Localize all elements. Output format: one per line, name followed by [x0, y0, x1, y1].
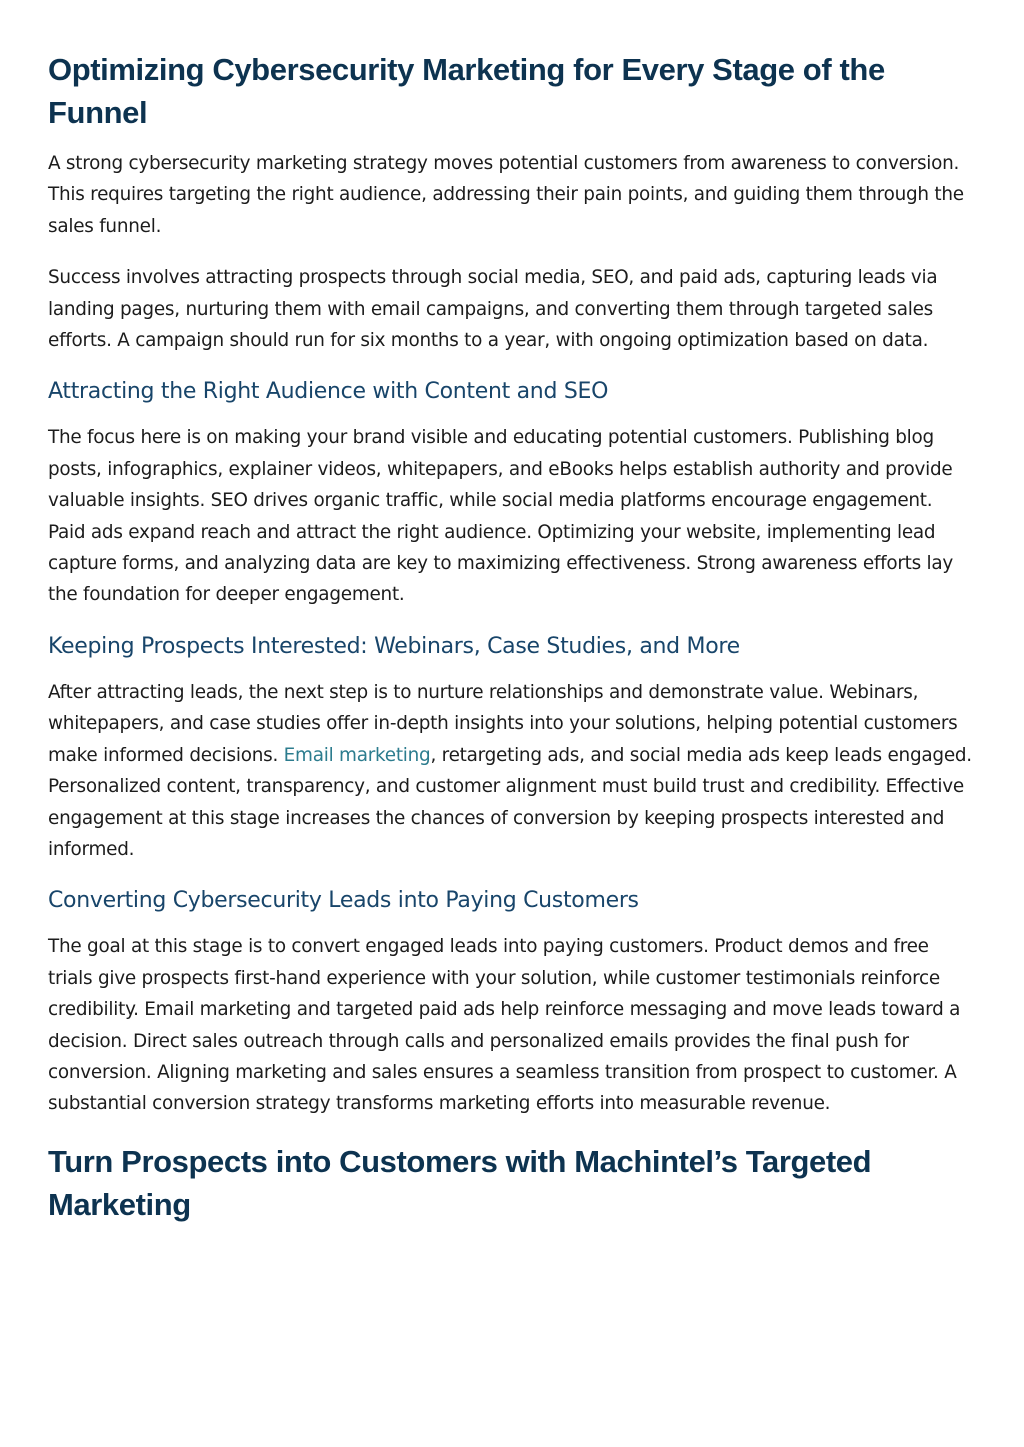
engagement-text-after-link: , retargeting ads, and social media ads keep leads engaged. Personalized content, transparency, and customer alignment must build trust and credibility. Effective engagement at this stage increases the chances of conversion by keeping prospects interested and informed.	[48, 744, 972, 860]
section-body-awareness: The focus here is on making your brand visible and educating potential customers. Publishing blog posts, infographics, explainer videos, whitepapers, and eBooks helps establish authority and provide valuable insights. SEO drives organic traffic, while social media platforms encourage engagement. Paid ads expand reach and attract the right audience. Optimizing your website, implementing lead capture forms, and analyzing data are key to maximizing effectiveness. Strong awareness efforts lay the foundation for deeper engagement.	[48, 427, 954, 606]
email-marketing-link[interactable]: Email marketing	[283, 744, 431, 766]
section-body-engagement	[48, 677, 974, 865]
page-title: Optimizing Cybersecurity Marketing for Every Stage of the Funnel	[48, 52, 885, 130]
closing-title: Turn Prospects into Customers with Machintel’s Targeted Marketing	[48, 1143, 872, 1222]
intro-paragraph-1: A strong cybersecurity marketing strategy moves potential customers from awareness to conversion. This requires targeting the right audience, addressing their pain points, and guiding them through the sales funnel.	[48, 153, 964, 237]
section-body-conversion: The goal at this stage is to convert engaged leads into paying customers. Product demos and free trials give prospects first-hand experience with your solution, while customer testimonials reinforce credibility. Email marketing and targeted paid ads help reinforce messaging and move leads toward a decision. Direct sales outreach through calls and personalized emails provides the final push for conversion. Aligning marketing and sales ensures a seamless transition from prospect to customer. A substantial conversion strategy transforms marketing efforts into measurable revenue.	[48, 936, 961, 1115]
intro-paragraph-2: Success involves attracting prospects through social media, SEO, and paid ads, capturing leads via landing pages, nurturing them with email campaigns, and converting them through targeted sales efforts. A campaign should run for six months to a year, with ongoing optimization based on data.	[48, 267, 938, 352]
section-heading-awareness: Attracting the Right Audience with Content and SEO	[48, 379, 609, 405]
engagement-text-before-link: After attracting leads, the next step is to nurture relationships and demonstrate value. Webinars, whitepapers, and case studies offer in-depth insights into your solutions, helping potential customers make informed decisions.	[48, 681, 958, 766]
section-heading-conversion: Converting Cybersecurity Leads into Paying Customers	[48, 888, 639, 914]
section-heading-engagement: Keeping Prospects Interested: Webinars, Case Studies, and More	[48, 633, 740, 659]
